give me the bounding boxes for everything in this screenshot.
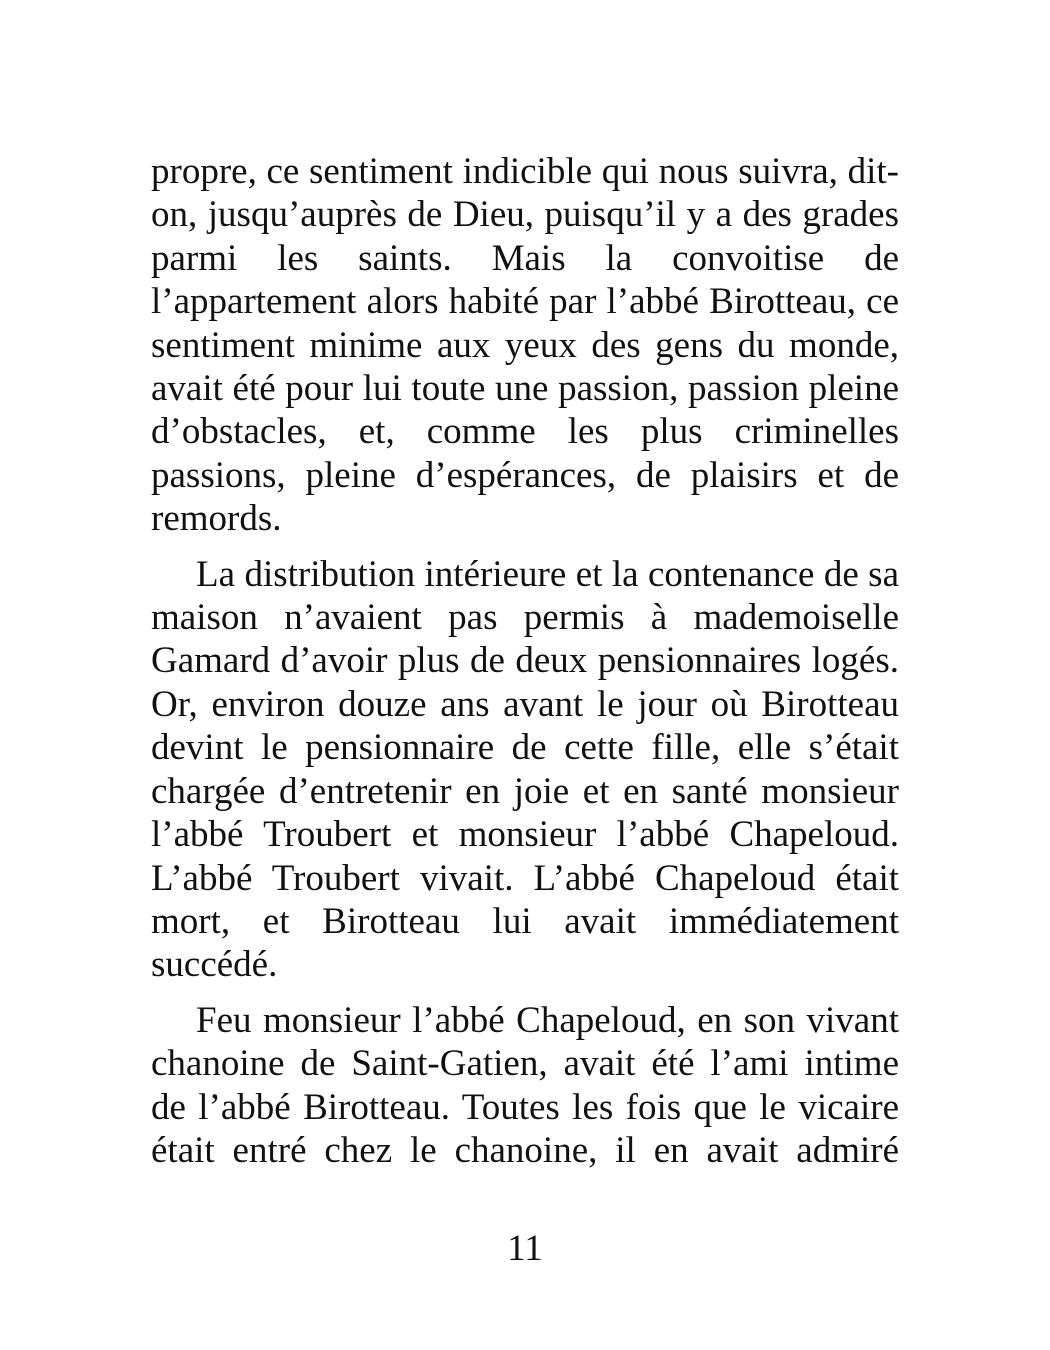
paragraph-distribution: La distribution intérieure et la contenance de sa maison n’avaient pas permis à mademoiselle Gamard d’avoir plus de deux pensionnaires logés. Or, environ douze ans avant le jour où Birotteau devint le pensionnaire de cette fille, elle s’était chargée d’entretenir en joie et en santé monsieur l’abbé Troubert et monsieur l’abbé Chapeloud. L’abbé Troubert vivait. L’abbé Chapeloud était mort, et Birotteau lui avait immédiatement succédé. [151, 553, 899, 986]
page-number: 11 [507, 1228, 543, 1269]
body-text [151, 150, 899, 1172]
paragraph-chapeloud: Feu monsieur l’abbé Chapeloud, en son vivant chanoine de Saint-Gatien, avait été l’ami intime de l’abbé Birotteau. Toutes les fois que le vicaire était entré chez le chanoine, il en avait admiré [151, 999, 899, 1171]
paragraph-continuation: propre, ce sentiment indicible qui nous suivra, dit-on, jusqu’auprès de Dieu, puisqu’il y a des grades parmi les saints. Mais la convoitise de l’appartement alors habité par l’abbé Birotteau, ce sentiment minime aux yeux des gens du monde, avait été pour lui toute une passion, passion pleine d’obstacles, et, comme les plus criminelles passions, pleine d’espérances, de plaisirs et de remords. [151, 151, 899, 540]
